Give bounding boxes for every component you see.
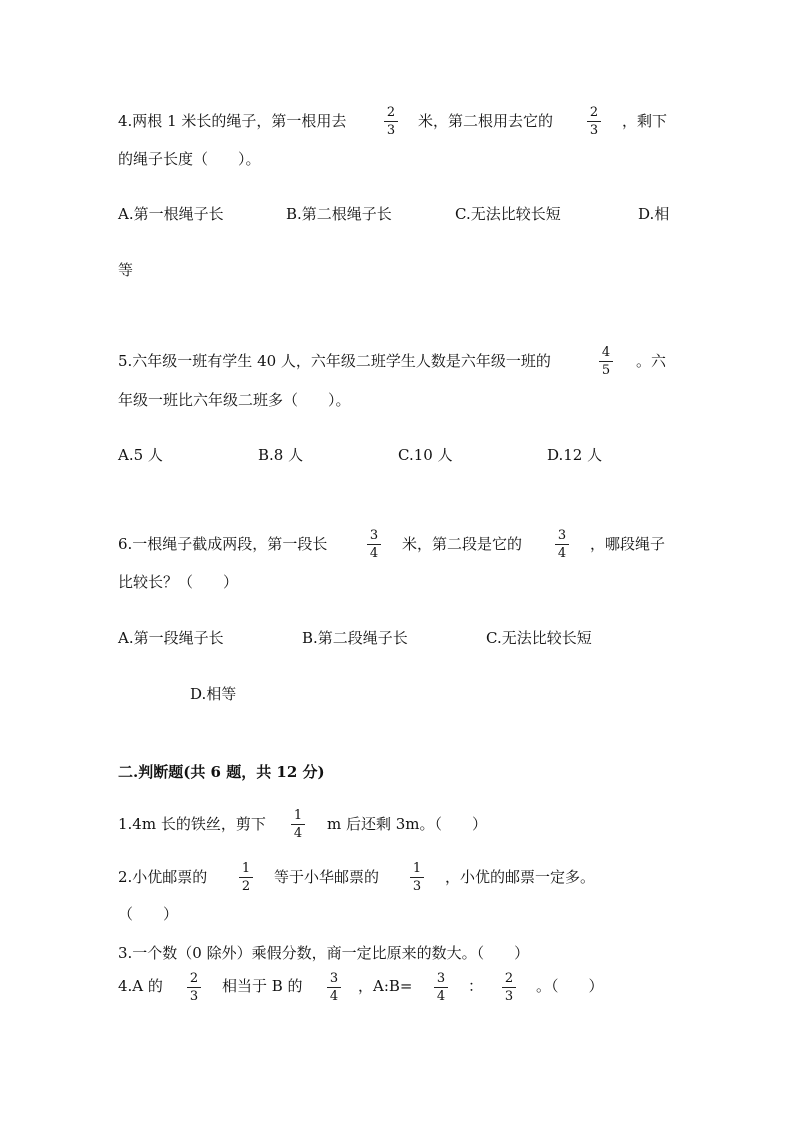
q5-option-d: D.12 人 bbox=[547, 446, 603, 464]
q5-fraction-1 bbox=[598, 346, 614, 377]
fraction-bar bbox=[367, 544, 381, 545]
j4-fraction-1 bbox=[186, 972, 202, 1003]
denominator: 3 bbox=[589, 123, 599, 138]
q6-text-part2: 米，第二段是它的 bbox=[402, 535, 523, 553]
denominator: 4 bbox=[557, 546, 567, 561]
j3-text: 3.一个数（0 除外）乘假分数，商一定比原来的数大。（ ） bbox=[118, 944, 530, 962]
j4-text-part2: 相当于 B 的 bbox=[222, 977, 303, 995]
q4-text-part2: 米，第二根用去它的 bbox=[418, 112, 554, 130]
fraction-bar bbox=[187, 987, 201, 988]
q6-fraction-2 bbox=[554, 529, 570, 560]
q4-option-a: A.第一根绳子长 bbox=[118, 205, 224, 223]
numerator: 2 bbox=[504, 971, 514, 986]
fraction-bar bbox=[239, 877, 253, 878]
numerator: 2 bbox=[386, 105, 396, 120]
q5-text-line2: 年级一班比六年级二班多（ ）。 bbox=[118, 391, 351, 409]
q6-text-line2: 比较长？（ ） bbox=[118, 573, 239, 591]
fraction-bar bbox=[434, 987, 448, 988]
q6-text-part1: 6.一根绳子截成两段，第一段长 bbox=[118, 535, 328, 553]
q4-option-c: C.无法比较长短 bbox=[455, 205, 561, 223]
fraction-bar bbox=[327, 987, 341, 988]
j2-text-line2: （ ） bbox=[118, 905, 179, 923]
numerator: 2 bbox=[589, 105, 599, 120]
denominator: 3 bbox=[412, 879, 422, 894]
q4-option-d-wrap: 等 bbox=[118, 261, 134, 279]
numerator: 1 bbox=[293, 808, 303, 823]
q6-fraction-1 bbox=[366, 529, 382, 560]
j4-text-part4: 。（ ） bbox=[536, 977, 604, 995]
j2-text-part1: 2.小优邮票的 bbox=[118, 868, 208, 886]
numerator: 3 bbox=[436, 971, 446, 986]
j2-fraction-2 bbox=[409, 862, 425, 893]
denominator: 4 bbox=[369, 546, 379, 561]
denominator: 3 bbox=[504, 989, 514, 1004]
fraction-bar bbox=[291, 824, 305, 825]
numerator: 1 bbox=[412, 861, 422, 876]
fraction-bar bbox=[587, 121, 601, 122]
q4-fraction-2 bbox=[586, 106, 602, 137]
numerator: 1 bbox=[241, 861, 251, 876]
fraction-bar bbox=[410, 877, 424, 878]
q5-option-b: B.8 人 bbox=[258, 446, 304, 464]
q6-text-part3: ，哪段绳子 bbox=[590, 535, 666, 553]
q6-option-c: C.无法比较长短 bbox=[486, 629, 592, 647]
fraction-bar bbox=[555, 544, 569, 545]
denominator: 2 bbox=[241, 879, 251, 894]
j4-fraction-4 bbox=[501, 972, 517, 1003]
j4-fraction-2 bbox=[326, 972, 342, 1003]
fraction-bar bbox=[384, 121, 398, 122]
j1-fraction-1 bbox=[290, 809, 306, 840]
denominator: 4 bbox=[329, 989, 339, 1004]
denominator: 3 bbox=[189, 989, 199, 1004]
j4-fraction-3 bbox=[433, 972, 449, 1003]
q6-option-b: B.第二段绳子长 bbox=[302, 629, 408, 647]
numerator: 3 bbox=[369, 528, 379, 543]
q6-option-d: D.相等 bbox=[190, 685, 237, 703]
q4-text-line2: 的绳子长度（ ）。 bbox=[118, 150, 261, 168]
q4-option-b: B.第二根绳子长 bbox=[286, 205, 392, 223]
denominator: 5 bbox=[601, 363, 611, 378]
q6-option-a: A.第一段绳子长 bbox=[118, 629, 224, 647]
q5-option-c: C.10 人 bbox=[398, 446, 453, 464]
q5-option-a: A.5 人 bbox=[118, 446, 163, 464]
denominator: 4 bbox=[293, 826, 303, 841]
j2-text-part3: ，小优的邮票一定多。 bbox=[445, 868, 596, 886]
q4-text-part3: ，剩下 bbox=[622, 112, 668, 130]
numerator: 3 bbox=[557, 528, 567, 543]
section-heading: 二.判断题(共 6 题，共 12 分) bbox=[118, 763, 325, 781]
numerator: 3 bbox=[329, 971, 339, 986]
q4-text-part1: 4.两根 1 米长的绳子，第一根用去 bbox=[118, 112, 347, 130]
j1-text-part1: 1.4m 长的铁丝，剪下 bbox=[118, 815, 266, 833]
j2-fraction-1 bbox=[238, 862, 254, 893]
j2-text-part2: 等于小华邮票的 bbox=[274, 868, 380, 886]
q5-text-part2: 。六 bbox=[636, 352, 667, 370]
denominator: 3 bbox=[386, 123, 396, 138]
numerator: 4 bbox=[601, 345, 611, 360]
q4-option-d: D.相 bbox=[638, 205, 670, 223]
numerator: 2 bbox=[189, 971, 199, 986]
j4-text-part3: ，A:B= bbox=[358, 977, 413, 995]
q4-fraction-1 bbox=[383, 106, 399, 137]
j1-text-part2: m 后还剩 3m。（ ） bbox=[327, 815, 488, 833]
j4-ratio-colon: ： bbox=[468, 977, 484, 995]
denominator: 4 bbox=[436, 989, 446, 1004]
j4-text-part1: 4.A 的 bbox=[118, 977, 163, 995]
fraction-bar bbox=[502, 987, 516, 988]
fraction-bar bbox=[599, 361, 613, 362]
q5-text-part1: 5.六年级一班有学生 40 人，六年级二班学生人数是六年级一班的 bbox=[118, 352, 551, 370]
